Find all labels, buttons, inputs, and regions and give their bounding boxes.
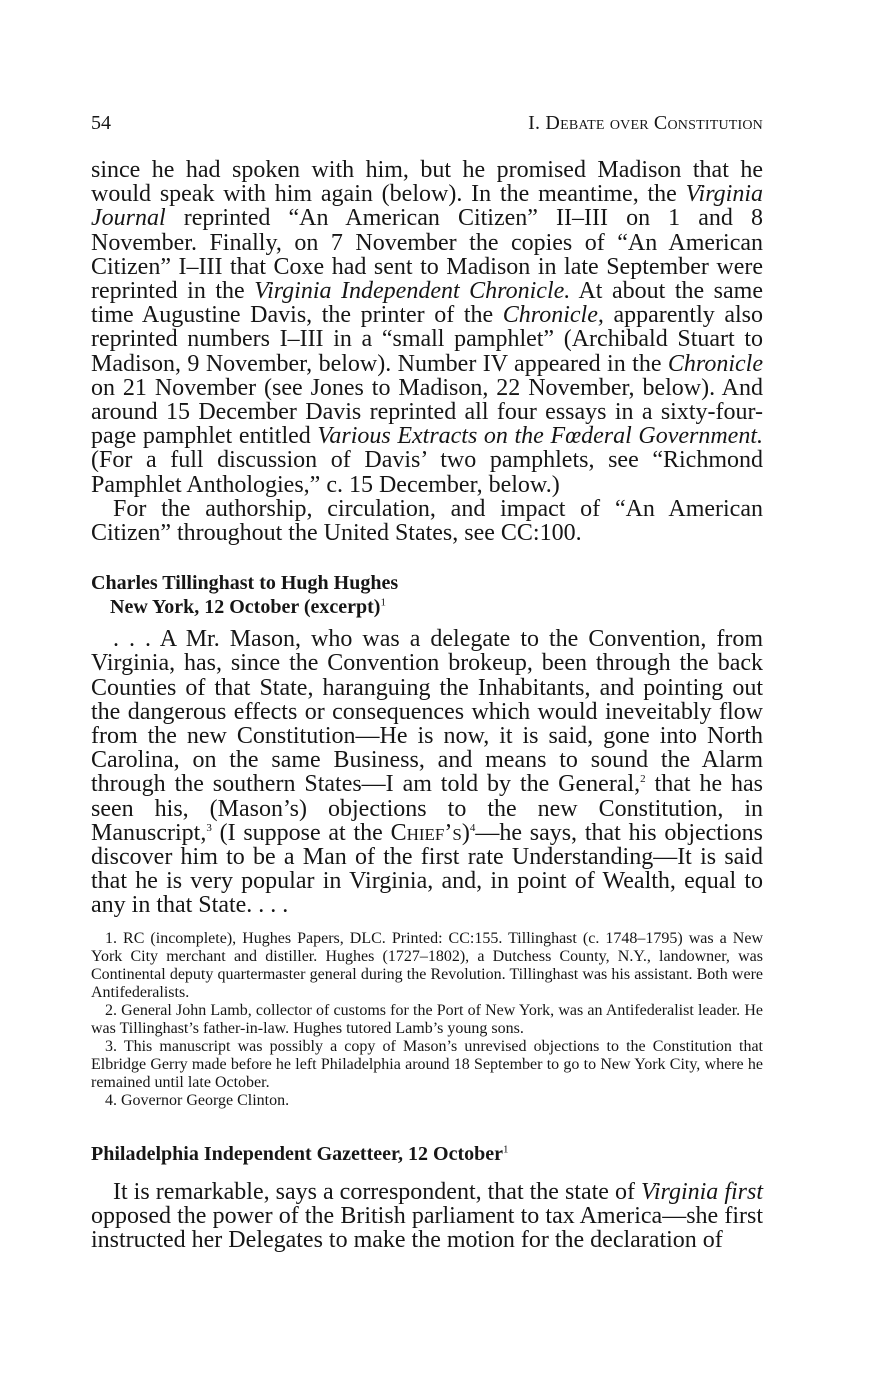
footnote-2: 2. General John Lamb, collector of customs for the Port of New York, was an Antifederalist leader. He was Tillinghast’s father-in-law. Hughes tutored Lamb’s young sons. — [91, 1001, 763, 1037]
text-run: (I suppose at the — [211, 819, 391, 846]
section-heading-tillinghast — [91, 571, 763, 619]
footnote-mark: 2 — [640, 773, 646, 786]
footnote-mark: 3 — [206, 821, 212, 834]
italic-text: Virginia Independent Chronicle. — [254, 278, 571, 305]
letter-excerpt — [91, 627, 763, 917]
section-heading-text: Philadelphia Independent Gazetteer, 12 October — [91, 1142, 504, 1165]
section-heading-gazetteer — [91, 1142, 763, 1166]
footnotes — [91, 930, 763, 1110]
italic-text: Various Extracts on the Fœderal Government. — [317, 423, 763, 450]
running-head — [91, 112, 763, 142]
footnote-3: 3. This manuscript was possibly a copy of Mason’s unrevised objections to the Constitution that Elbridge Gerry made before he left Philadelphia around 18 September to go to New York City, where he remained until late October. — [91, 1037, 763, 1091]
italic-text: Chronicle, — [502, 302, 604, 329]
text-run: (For a full discussion of Davis’ two pamphlets, see “Richmond Pamphlet Anthologies,” c. 15 December, below.) — [91, 447, 763, 498]
page-number: 54 — [91, 112, 111, 134]
footnote-mark: 4 — [469, 821, 476, 834]
running-title: I. Debate over Constitution — [528, 112, 763, 134]
intro-paragraph-authorship: For the authorship, circulation, and impact of “An American Citizen” throughout the United States, see CC:100. — [91, 495, 763, 547]
small-caps-text: Chief’s — [390, 819, 462, 846]
footnote-mark: 1 — [503, 1143, 509, 1156]
section-heading-line-1: Charles Tillinghast to Hugh Hughes — [91, 572, 399, 595]
intro-paragraph — [91, 158, 763, 497]
text-run: since he had spoken with him, but he promised Madison that he would speak with him again (below). In the meantime, the — [91, 157, 763, 208]
italic-text: Virginia Journal — [91, 181, 763, 232]
text-run: At about the same time Augustine Davis, the printer of the — [91, 278, 763, 329]
footnote-1: 1. RC (incomplete), Hughes Papers, DLC. Printed: CC:155. Tillinghast (c. 1748–1795) was a New York City merchant and distiller. Hughes (1727–1802), a Dutchess County, N.Y., landowner, was Continental deputy quartermaster general during the Revolution. Tillinghast was his assistant. Both were Antifederalists. — [91, 929, 763, 1001]
text-run: ) — [461, 819, 470, 846]
footnote-mark: 1 — [380, 596, 386, 609]
italic-text: Chronicle — [667, 350, 763, 377]
text-run: on 21 November (see Jones to Madison, 22 November, below). And around 15 December Davis reprinted all four essays in a sixty-four-page pamphlet entitled — [91, 374, 763, 450]
gazetteer-paragraph — [91, 1180, 763, 1253]
text-run: —he says, that his objections discover him to be a Man of the first rate Understanding—It is said that he is very popular in Virginia, and, in point of Wealth, equal to any in that State. . . . — [91, 819, 763, 919]
section-heading-line-2: New York, 12 October (excerpt) — [110, 596, 381, 619]
footnote-4: 4. Governor George Clinton. — [105, 1091, 290, 1109]
text-run: opposed the power of the British parliament to tax America—she first instructed her Delegates to make the motion for the declaration of — [91, 1202, 763, 1254]
text-run: apparently also reprinted numbers I–III in a “small pamphlet” (Archibald Stuart to Madison, 9 November, below). Number IV appeared in the — [91, 302, 763, 377]
text-run: reprinted “An American Citizen” II–III on 1 and 8 November. Finally, on 7 November the copies of “An American Citizen” I–III that Coxe had sent to Madison in late September were reprinted in the — [91, 205, 763, 305]
italic-text: Virginia first — [640, 1178, 763, 1205]
text-run: that he has seen his, (Mason’s) objections to the new Constitution, in Manuscript, — [91, 771, 763, 846]
text-run: It is remarkable, says a correspondent, that the state of — [113, 1178, 641, 1205]
text-run: . . . A Mr. Mason, who was a delegate to the Convention, from Virginia, has, since the Convention brokeup, been through the back Counties of that State, haranguing the Inhabitants, and pointing out the dangerous effects or consequences which would ineveitably flow from the new Constitution—He is now, it is said, gone into North Carolina, on the same Business, and means to sound the Alarm through the southern States—I am told by the General, — [91, 626, 763, 798]
document-page — [91, 112, 763, 1252]
